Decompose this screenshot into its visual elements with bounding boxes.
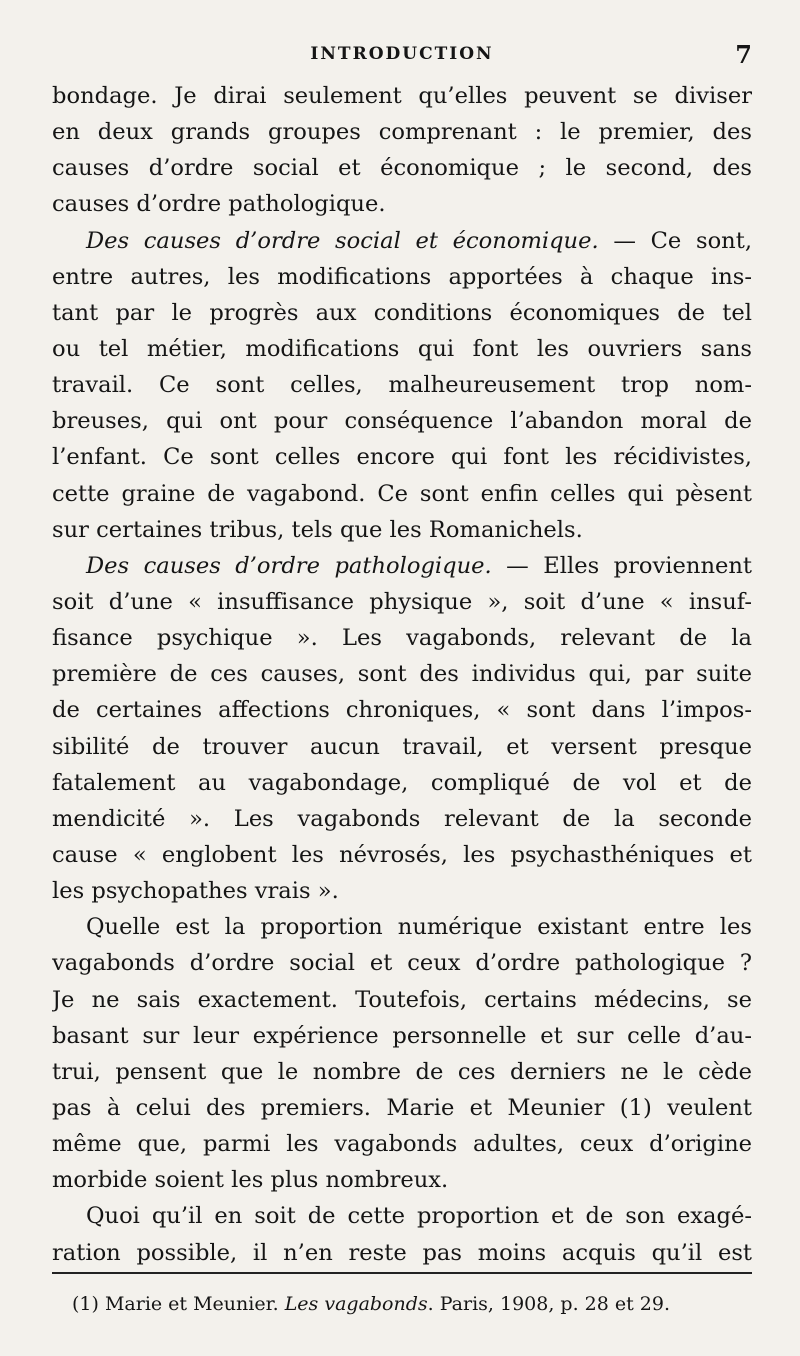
footnote-marker: (1) [72,1293,99,1315]
text-line: cause « englobent les névrosés, les psychasthéniques et [52,841,752,868]
section-heading-pathologique [52,548,752,584]
italic-heading-pathologique: Des causes d’ordre pathologique. [86,552,492,579]
footnote-authors: Marie et Meunier. [98,1293,285,1315]
text-line: breuses, qui ont pour conséquence l’abandon moral de [52,408,752,435]
text-line: tant par le progrès aux conditions économiques de tel [52,299,752,326]
running-title: INTRODUCTION [310,44,494,64]
text-line: Je ne sais exactement. Toutefois, certains médecins, se [52,986,752,1013]
text-line: travail. Ce sont celles, malheureusement trop nom- [52,372,752,399]
text-line: cette graine de vagabond. Ce sont enfin celles qui pèsent [52,480,752,507]
text-line: fatalement au vagabondage, compliqué de vol et de [52,769,752,796]
text-line: bondage. Je dirai seulement qu’elles peuvent se diviser [52,83,752,109]
text-line: l’enfant. Ce sont celles encore qui font les récidivistes, [52,444,752,471]
footnote [72,1290,752,1318]
text-line: ou tel métier, modifications qui font les ouvriers sans [52,335,752,362]
text-line: Quelle est la proportion numérique existant entre les [86,914,752,941]
text-line: pas à celui des premiers. Marie et Meunier (1) veulent [52,1094,752,1121]
footnote-divider [52,1272,752,1274]
text-line: causes d’ordre social et économique ; le second, des [52,155,752,182]
text-line: basant sur leur expérience personnelle et sur celle d’au- [52,1022,752,1049]
heading-social-rest: — Ce sont, [598,227,752,254]
running-head [52,40,752,68]
text-line: ration possible, il n’en reste pas moins acquis qu’il est [52,1239,752,1266]
text-line: sur certaines tribus, tels que les Romanichels. [52,516,583,543]
text-line: soit d’une « insuffisance physique », soit d’une « insuf- [52,588,752,615]
text-line: mendicité ». Les vagabonds relevant de la seconde [52,805,752,832]
text-line: causes d’ordre pathologique. [52,191,386,218]
text-line: les psychopathes vrais ». [52,878,339,905]
text-line: même que, parmi les vagabonds adultes, ceux d’origine [52,1131,752,1158]
text-line: en deux grands groupes comprenant : le premier, des [52,119,752,146]
text-line: vagabonds d’ordre social et ceux d’ordre pathologique ? [52,950,752,977]
text-line: de certaines affections chroniques, « sont dans l’impos- [52,697,752,724]
italic-heading-social: Des causes d’ordre social et économique. [86,227,599,254]
text-line: Quoi qu’il en soit de cette proportion et de son exagé- [86,1203,752,1230]
text-line: première de ces causes, sont des individus qui, par suite [52,661,752,688]
footnote-rest: . Paris, 1908, p. 28 et 29. [427,1293,671,1315]
section-heading-social [52,223,752,259]
body-text [52,78,752,1271]
heading-pathologique-rest: — Elles proviennent [491,552,752,579]
text-line: fisance psychique ». Les vagabonds, relevant de la [52,625,752,652]
footnote-title: Les vagabonds [284,1293,428,1315]
page-number: 7 [735,40,752,69]
text-line: trui, pensent que le nombre de ces derniers ne le cède [52,1058,752,1085]
text-line: entre autres, les modifications apportées à chaque ins- [52,263,752,290]
text-line: sibilité de trouver aucun travail, et versent presque [52,733,752,760]
text-line: morbide soient les plus nombreux. [52,1167,449,1194]
